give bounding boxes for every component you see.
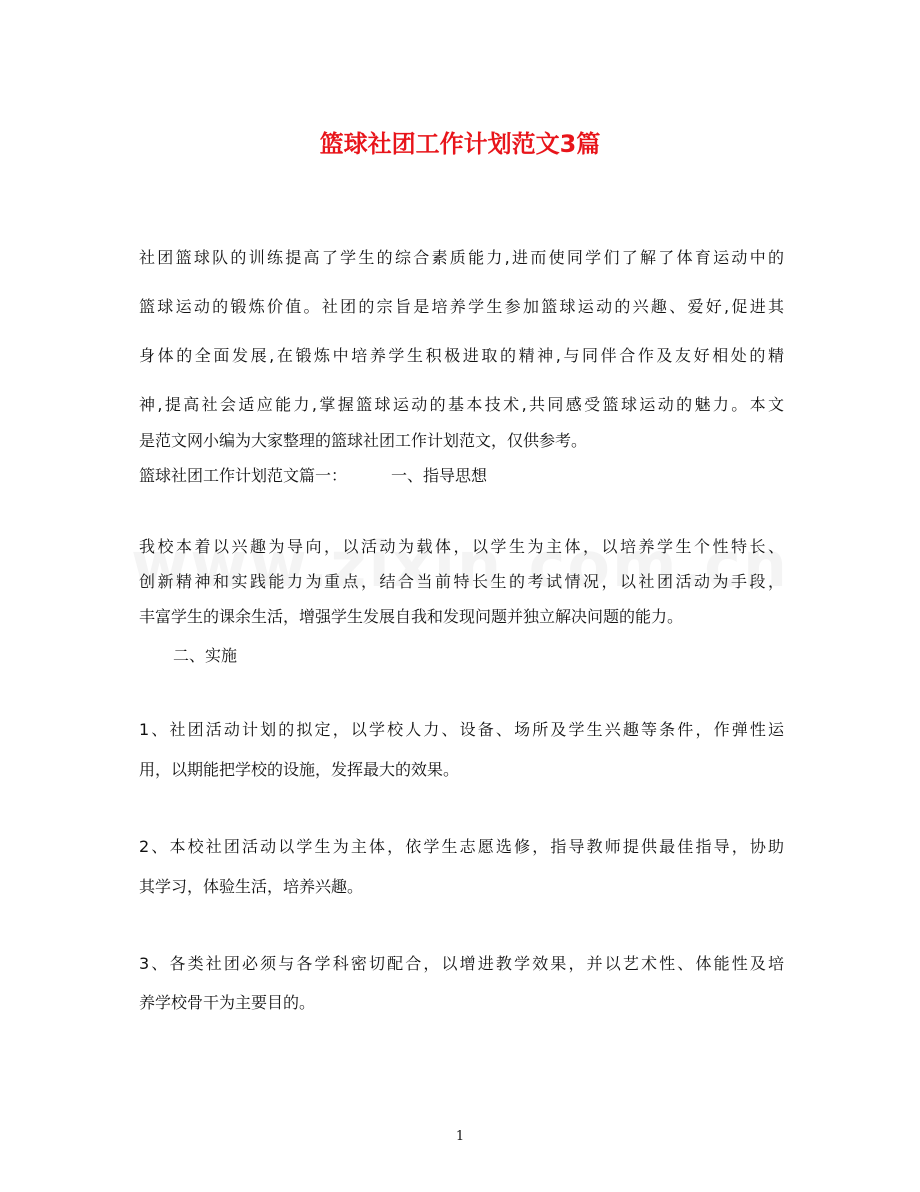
intro-line: 是范文网小编为大家整理的篮球社团工作计划范文，仅供参考。 — [139, 431, 588, 450]
guiding-line: 丰富学生的课余生活，增强学生发展自我和发现问题并独立解决问题的能力。 — [139, 607, 684, 626]
item-2-line: 2、本校社团活动以学生为主体，依学生志愿选修，指导教师提供最佳指导，协助 — [139, 837, 784, 856]
heading-guiding-thought: 一、指导思想 — [391, 466, 488, 485]
item-2-line: 其学习，体验生活，培养兴趣。 — [139, 877, 364, 896]
section-one-label: 篮球社团工作计划范文篇一： — [139, 466, 348, 485]
section-one-row — [139, 465, 784, 487]
item-1-line: 用，以期能把学校的设施，发挥最大的效果。 — [139, 760, 460, 779]
document-title: 篮球社团工作计划范文3篇 — [319, 130, 601, 158]
intro-line: 身体的全面发展,在锻炼中培养学生积极进取的精神,与同伴合作及友好相处的精 — [139, 346, 784, 365]
guiding-line: 创新精神和实践能力为重点，结合当前特长生的考试情况，以社团活动为手段， — [139, 572, 784, 591]
item-3-line: 养学校骨干为主要目的。 — [139, 993, 316, 1012]
intro-line: 社团篮球队的训练提高了学生的综合素质能力,进而使同学们了解了体育运动中的 — [139, 248, 784, 267]
heading-implementation: 二、实施 — [173, 646, 238, 665]
page-number: 1 — [455, 1129, 465, 1144]
intro-line: 篮球运动的锻炼价值。社团的宗旨是培养学生参加篮球运动的兴趣、爱好,促进其 — [139, 297, 784, 316]
item-3-line: 3、各类社团必须与各学科密切配合，以增进教学效果，并以艺术性、体能性及培 — [139, 954, 784, 973]
item-1-line: 1、社团活动计划的拟定，以学校人力、设备、场所及学生兴趣等条件，作弹性运 — [139, 720, 784, 739]
guiding-line: 我校本着以兴趣为导向，以活动为载体，以学生为主体，以培养学生个性特长、 — [139, 537, 784, 556]
intro-line: 神,提高社会适应能力,掌握篮球运动的基本技术,共同感受篮球运动的魅力。本文 — [139, 395, 784, 414]
